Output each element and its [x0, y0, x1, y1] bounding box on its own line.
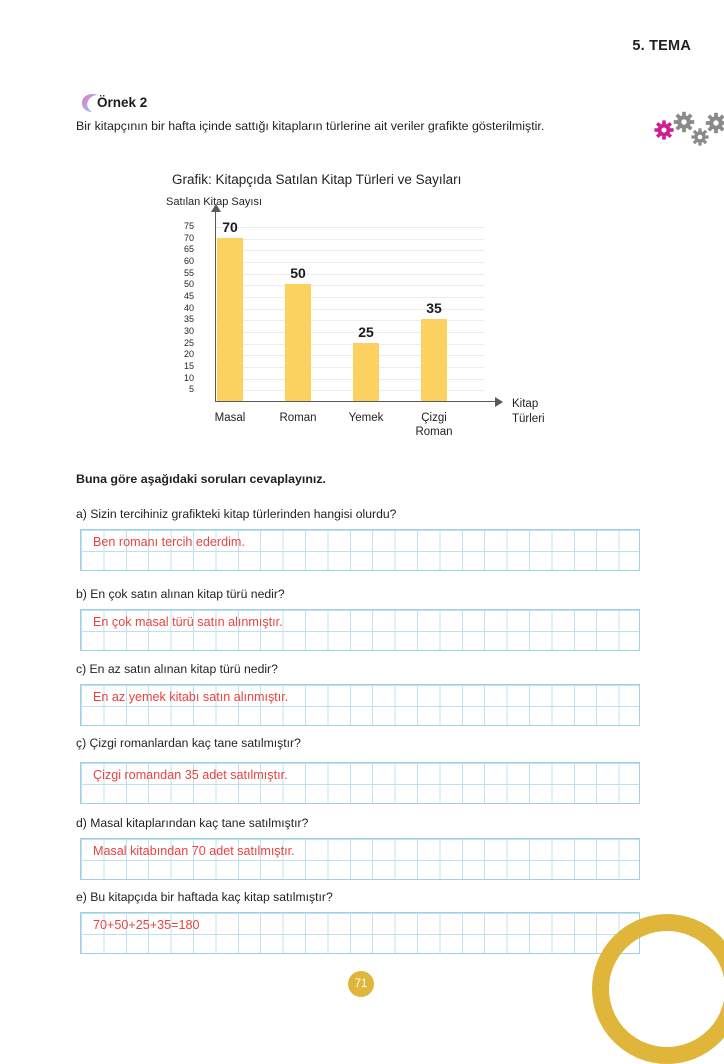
chart-x-axis-label-line2: Türleri: [512, 412, 545, 425]
example-badge-label: Örnek 2: [97, 94, 148, 110]
chart-category-label: [331, 411, 401, 425]
question-prompt-e: e) Bu kitapçıda bir haftada kaç kitap satılmıştır?: [76, 890, 333, 904]
chart-bar: [285, 284, 311, 401]
chart-category-label: [195, 411, 265, 425]
answer-text-c-cedilla: Çizgi romandan 35 adet satılmıştır.: [93, 768, 288, 782]
chart-plot-area: [183, 218, 496, 439]
chart-y-tick-label: 40: [183, 302, 194, 313]
chart-category-label-line: Çizgi: [421, 412, 447, 424]
chart-x-axis-label: [512, 397, 545, 427]
chart-x-axis-line: [215, 401, 497, 402]
answer-box-e[interactable]: [80, 912, 640, 954]
gears-decoration-icon: [648, 104, 724, 166]
chart-y-tick-label: 30: [183, 326, 194, 336]
answer-text-b: En çok masal türü satın alınmıştır.: [93, 615, 283, 629]
question-prompt-a: a) Sizin tercihiniz grafikteki kitap türlerinden hangisi olurdu?: [76, 507, 397, 521]
chart-category-label-line: Roman: [279, 412, 317, 424]
chart-category-label: [263, 411, 333, 425]
chart-title: Grafik: Kitapçıda Satılan Kitap Türleri ve Sayıları: [172, 172, 462, 187]
chart-y-tick-label: 15: [183, 361, 194, 371]
answer-box-c[interactable]: [80, 684, 640, 726]
example-badge: [80, 91, 147, 113]
chart-y-tick-label: 60: [183, 256, 194, 266]
chart-x-axis-arrow-icon: [495, 397, 503, 407]
answer-box-b[interactable]: [80, 609, 640, 651]
chart-bar: [353, 343, 379, 401]
chart-bar: [421, 319, 447, 401]
answer-text-d: Masal kitabından 70 adet satılmıştır.: [93, 844, 295, 858]
question-prompt-c: c) En az satın alınan kitap türü nedir?: [76, 662, 278, 676]
chart-y-tick-label: 35: [183, 314, 194, 325]
chart-y-tick-label: 45: [183, 291, 194, 301]
chart-y-tick-label: 55: [183, 267, 194, 278]
question-prompt-c-cedilla: ç) Çizgi romanlardan kaç tane satılmıştır?: [76, 736, 301, 750]
chart-y-tick-label: 5: [188, 384, 194, 395]
answer-text-c: En az yemek kitabı satın alınmıştır.: [93, 690, 289, 704]
chart-gridline: [216, 227, 484, 228]
question-prompt-d: d) Masal kitaplarından kaç tane satılmıştır?: [76, 816, 309, 830]
chart-category-label-line: Masal: [214, 412, 246, 424]
corner-arc-decoration: [592, 914, 724, 1064]
chart-gridline: [216, 262, 484, 263]
chart-y-ticks: [168, 220, 194, 402]
chart-y-tick-label: 10: [183, 372, 194, 383]
chart-y-tick-label: 65: [183, 244, 194, 255]
chart-category-label: [399, 411, 469, 440]
chart-gridline: [216, 274, 484, 275]
question-prompt-b: b) En çok satın alınan kitap türü nedir?: [76, 587, 285, 601]
chart-bar: [217, 238, 243, 401]
answer-box-c-cedilla[interactable]: [80, 762, 640, 804]
chart-x-axis-label-line1: Kitap: [512, 398, 539, 410]
example-intro-text: Bir kitapçının bir hafta içinde sattığı kitapların türlerine ait veriler grafikte gösterilmiştir.: [76, 119, 545, 133]
chart-gridline: [216, 297, 484, 298]
answer-text-a: Ben romanı tercih ederdim.: [93, 535, 245, 549]
questions-heading: Buna göre aşağıdaki soruları cevaplayınız.: [76, 472, 326, 486]
theme-label: 5. TEMA: [632, 38, 691, 54]
chart-y-tick-label: 75: [183, 221, 194, 231]
answer-box-d[interactable]: [80, 838, 640, 880]
chart-y-axis-label: Satılan Kitap Sayısı: [166, 196, 262, 208]
chart-category-label-line: Roman: [415, 426, 453, 439]
bar-chart: [0, 172, 724, 452]
chart-y-tick-label: 25: [183, 337, 194, 348]
chart-y-tick-label: 20: [183, 349, 194, 360]
chart-gridline: [216, 250, 484, 251]
chart-y-axis-arrow-icon: [211, 204, 221, 212]
chart-gridline: [216, 239, 484, 240]
chart-y-tick-label: 70: [183, 232, 194, 243]
chart-bar-value-label: 25: [358, 323, 374, 340]
chart-y-tick-label: 50: [183, 279, 194, 290]
chart-gridline: [216, 285, 484, 286]
chart-bar-value-label: 50: [290, 265, 306, 282]
chart-bar-value-label: 35: [426, 300, 442, 317]
chart-bar-value-label: 70: [222, 218, 238, 235]
page-number-badge: 71: [348, 971, 374, 997]
chart-category-label-line: Yemek: [348, 412, 384, 424]
answer-text-e: 70+50+25+35=180: [93, 918, 200, 932]
answer-box-a[interactable]: [80, 529, 640, 571]
